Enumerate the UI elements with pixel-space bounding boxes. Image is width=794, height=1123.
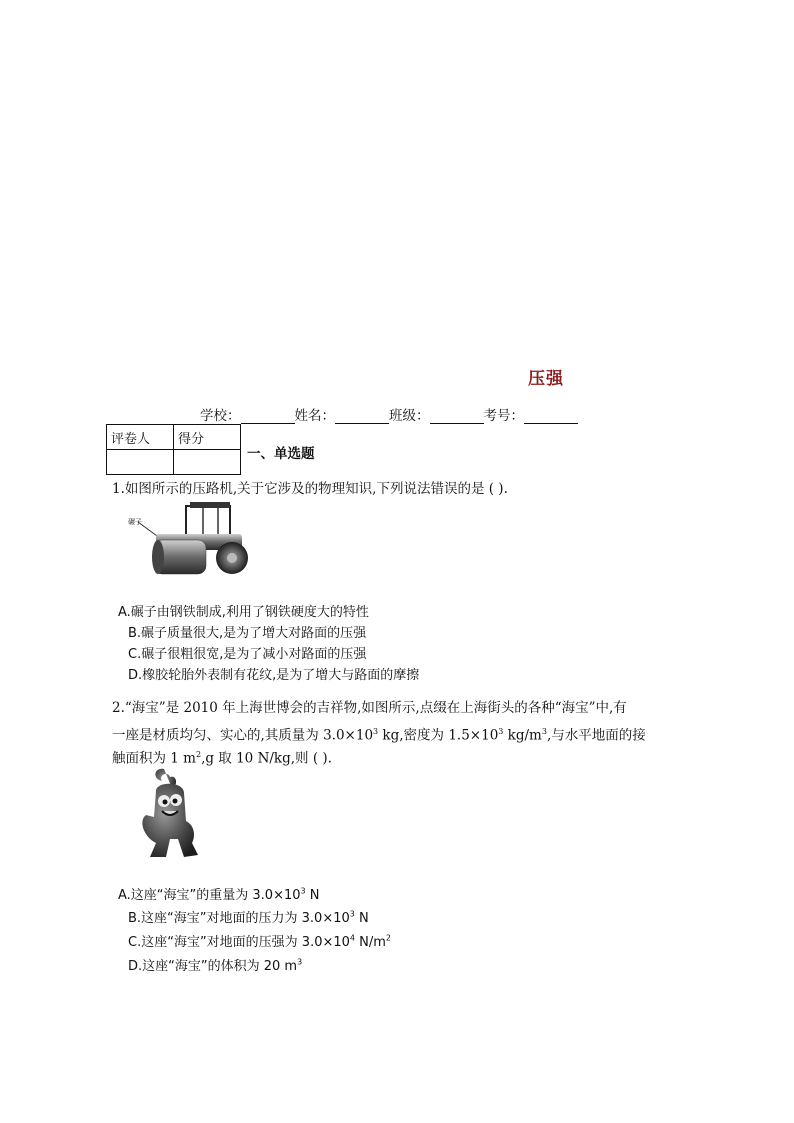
haibao-figure — [134, 765, 206, 865]
q2-option-a-exp: 3 — [300, 886, 306, 896]
q1-option-a: A.碾子由钢铁制成,利用了钢铁硬度大的特性 — [118, 605, 369, 620]
exam-no-label: 考号： — [483, 408, 524, 424]
q2-mass-text: 一座是材质均匀、实心的,其质量为 3.0×10 — [112, 727, 374, 744]
exam-no-blank[interactable] — [524, 409, 578, 424]
q2-area-text: 触面积为 1 m — [112, 750, 196, 767]
q2-option-d-exp: 3 — [297, 957, 303, 967]
school-label: 学校： — [200, 408, 241, 424]
q2-option-a-text: A.这座“海宝”的重量为 3.0×10 — [118, 888, 301, 903]
q2-density-unit: kg/m — [503, 727, 542, 744]
q2-density-exp: 3 — [498, 727, 504, 736]
q2-density-unit-exp: 3 — [541, 727, 547, 736]
section-heading: 一、单选题 — [247, 446, 315, 462]
q2-mass-exp: 3 — [373, 727, 379, 736]
score-cell[interactable] — [174, 450, 241, 475]
q2-option-a — [118, 884, 319, 903]
student-info-line — [200, 404, 578, 424]
grader-cell[interactable] — [107, 450, 174, 475]
name-blank[interactable] — [335, 409, 389, 424]
q1-option-c: C.碾子很粗很宽,是为了减小对路面的压强 — [128, 647, 367, 662]
roller-label: 碾子 — [128, 518, 142, 526]
q2-option-c — [128, 931, 391, 950]
score-table — [106, 424, 241, 475]
school-blank[interactable] — [241, 409, 295, 424]
class-blank[interactable] — [430, 409, 484, 424]
q1-option-d: D.橡胶轮胎外表制有花纹,是为了增大与路面的摩擦 — [128, 668, 420, 683]
q2-area-exp: 2 — [195, 750, 202, 759]
name-label: 姓名： — [294, 408, 335, 424]
road-roller-icon — [128, 500, 258, 580]
q2-option-b — [128, 907, 369, 926]
q2-contact-text: ,与水平地面的接 — [546, 727, 646, 744]
q2-option-c-exp: 4 — [349, 933, 356, 943]
q2-option-a-unit: N — [305, 888, 320, 903]
q2-option-b-text: B.这座“海宝”对地面的压力为 3.0×10 — [128, 911, 350, 926]
q2-option-b-unit: N — [354, 911, 369, 926]
class-label: 班级： — [389, 408, 430, 424]
question-2-line-1: 2.“海宝”是 2010 年上海世博会的吉祥物,如图所示,点缀在上海街头的各种“海宝”中,有 — [112, 700, 627, 716]
q2-option-c-unit-exp: 2 — [385, 933, 392, 943]
q2-option-c-unit: N/m — [355, 935, 386, 950]
q1-option-b: B.碾子质量很大,是为了增大对路面的压强 — [128, 626, 367, 641]
q2-option-d — [128, 955, 302, 974]
q2-option-c-text: C.这座“海宝”对地面的压强为 3.0×10 — [128, 935, 350, 950]
q2-option-d-text: D.这座“海宝”的体积为 20 m — [128, 959, 298, 974]
score-header: 得分 — [174, 425, 241, 450]
q2-g-text: ,g 取 10 N/kg,则 ( ). — [201, 750, 332, 767]
page-title: 压强 — [528, 369, 564, 389]
q2-density-text: kg,密度为 1.5×10 — [378, 727, 499, 744]
grader-header: 评卷人 — [107, 425, 174, 450]
haibao-mascot-icon — [134, 765, 206, 861]
q2-option-b-exp: 3 — [349, 909, 355, 919]
question-1-stem: 1.如图所示的压路机,关于它涉及的物理知识,下列说法错误的是 ( ). — [112, 481, 508, 497]
road-roller-figure — [128, 500, 258, 584]
